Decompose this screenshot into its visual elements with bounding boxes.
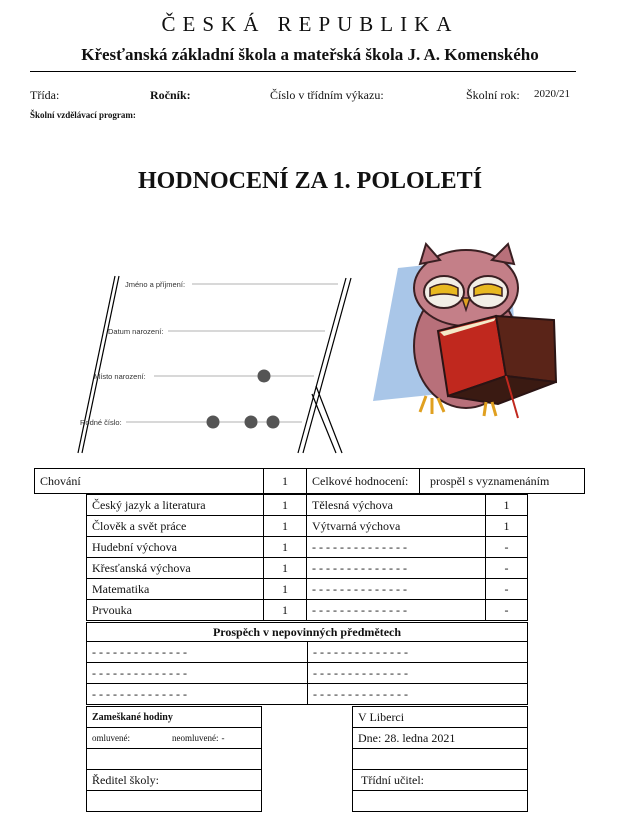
country-title: ČESKÁ REPUBLIKA [161,12,459,36]
program-label: Školní vzdělávací program: [30,110,136,120]
subject-name-left: Matematika [86,578,264,600]
director-signature-box [86,790,262,812]
missed-hours-title: Zameškané hodiny [86,706,262,728]
birthdate-label: Datum narození: [108,327,164,336]
subject-grade-right: - [485,578,528,600]
subject-name-left: Křesťanská výchova [86,557,264,579]
school-year-value: 2020/21 [534,88,571,100]
place: V Liberci [352,706,528,728]
birthnumber-label: Rodné číslo: [80,418,122,427]
excused-label: omluvené: [92,733,130,743]
subject-name-right: - - - - - - - - - - - - - - [306,557,486,579]
subject-name-right: Tělesná výchova [306,494,486,516]
optional-subject-cell: - - - - - - - - - - - - - - [307,662,528,684]
teacher-signature-box [352,790,528,812]
unexcused-label: neomluvené: [172,733,219,743]
unexcused-value: - [221,733,225,743]
subject-grade-left: 1 [263,578,307,600]
optional-subject-cell: - - - - - - - - - - - - - - [86,641,308,663]
missed-blank-row [86,748,262,770]
optional-subject-cell: - - - - - - - - - - - - - - [86,662,308,684]
subject-grade-right: - [485,536,528,558]
subject-name-left: Prvouka [86,599,264,621]
overall-value: prospěl s vyznamenáním [419,468,585,494]
behavior-grade: 1 [263,468,307,494]
director-label: Ředitel školy: [86,769,262,791]
missed-hours-row [86,727,262,749]
subject-name-right: - - - - - - - - - - - - - - [306,599,486,621]
subject-grade-right: 1 [485,515,528,537]
overall-label: Celkové hodnocení: [306,468,420,494]
name-label: Jméno a příjmení: [125,280,186,289]
subject-name-left: Hudební výchova [86,536,264,558]
subject-name-left: Český jazyk a literatura [86,494,264,516]
school-name: Křesťanská základní škola a mateřská škola J. A. Komenského [81,45,539,64]
subject-grade-right: - [485,599,528,621]
subject-grade-left: 1 [263,536,307,558]
subject-grade-left: 1 [263,599,307,621]
teacher-label: Třídní učitel: [352,769,528,791]
year-label: Ročník: [150,88,191,102]
header-divider [30,71,576,72]
optional-subjects-title: Prospěch v nepovinných předmětech [86,622,528,642]
optional-subject-cell: - - - - - - - - - - - - - - [307,641,528,663]
owl-reading-illustration [368,236,568,426]
easel-illustration [70,268,360,468]
subject-grade-right: 1 [485,494,528,516]
subject-name-right: - - - - - - - - - - - - - - [306,536,486,558]
behavior-label: Chování [34,468,264,494]
subject-name-right: Výtvarná výchova [306,515,486,537]
subject-grade-left: 1 [263,515,307,537]
birthplace-label: Místo narození: [94,372,146,381]
register-label: Číslo v třídním výkazu: [270,88,384,102]
page-title: HODNOCENÍ ZA 1. POLOLETÍ [137,168,483,194]
date: Dne: 28. ledna 2021 [352,727,528,749]
class-label: Třída: [30,88,60,102]
date-blank-row [352,748,528,770]
subject-name-left: Člověk a svět práce [86,515,264,537]
subject-name-right: - - - - - - - - - - - - - - [306,578,486,600]
subject-grade-right: - [485,557,528,579]
optional-subject-cell: - - - - - - - - - - - - - - [86,683,308,705]
optional-subject-cell: - - - - - - - - - - - - - - [307,683,528,705]
school-year-label: Školní rok: [466,88,520,102]
subject-grade-left: 1 [263,557,307,579]
subject-grade-left: 1 [263,494,307,516]
